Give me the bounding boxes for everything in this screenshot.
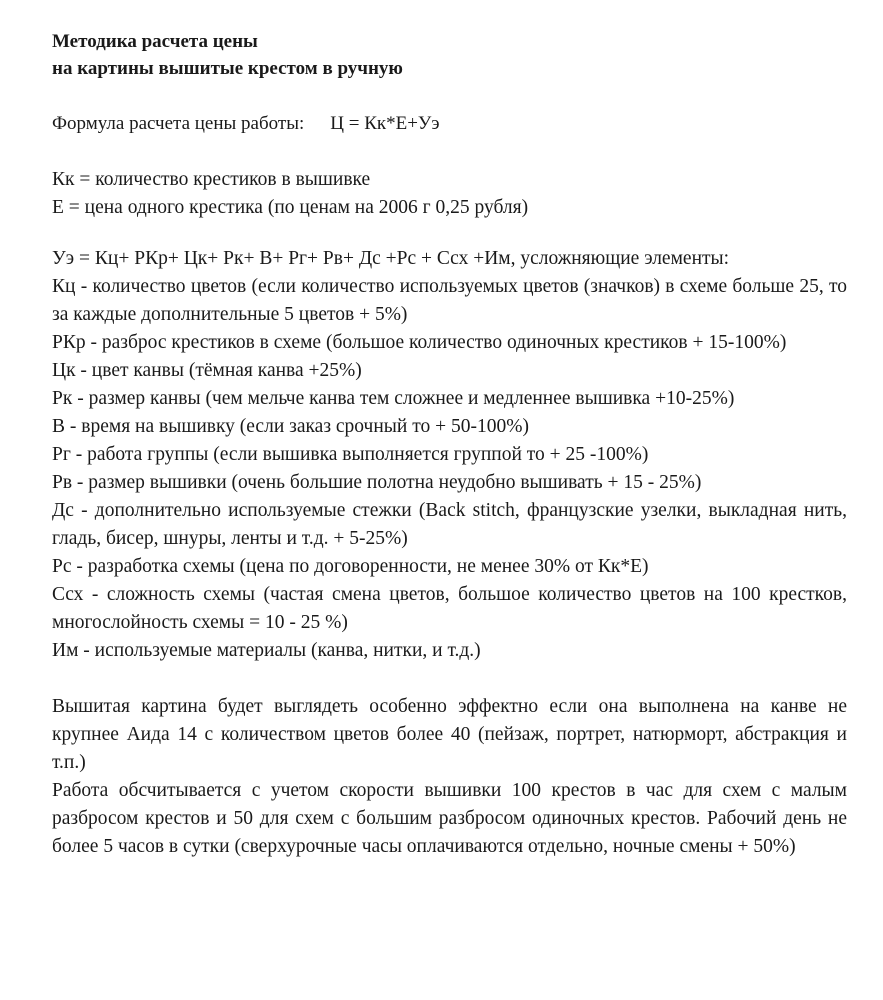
title-line-2: на картины вышитые крестом в ручную xyxy=(52,58,403,79)
price-formula xyxy=(52,110,847,138)
title-line-1: Методика расчета цены xyxy=(52,31,258,52)
definition-kk: Кк = количество крестиков в вышивке xyxy=(52,169,371,190)
note-effect: Вышитая картина будет выглядеть особенно эффектно если она выполнена на канве не крупнее Аида 14 с количеством цветов более 40 (пейзаж, портрет, натюрморт, абстракция и т.п.) xyxy=(52,696,847,773)
formula-label: Формула расчета цены работы: xyxy=(52,113,305,134)
formula-expression: Ц = Кк*Е+Уэ xyxy=(330,113,440,134)
notes xyxy=(52,693,847,861)
element-rg: Рг - работа группы (если вышивка выполняется группой то + 25 -100%) xyxy=(52,444,649,465)
element-kc: Кц - количество цветов (если количество используемых цветов (значков) в схеме больше 25, то за каждые дополнительные 5 цветов + 5%) xyxy=(52,276,847,325)
note-speed: Работа обсчитывается с учетом скорости вышивки 100 крестов в час для схем с малым разбросом крестов и 50 для схем с большим разбросом одиночных крестов. Рабочий день не более 5 часов в сутки (сверхурочные часы оплачиваются отдельно, ночные смены + 50%) xyxy=(52,780,847,857)
element-ds: Дс - дополнительно используемые стежки (Back stitch, французские узелки, выкладная нить, гладь, бисер, шнуры, ленты и т.д. + 5-25%) xyxy=(52,500,847,549)
complicating-elements xyxy=(52,245,847,665)
element-ck: Цк - цвет канвы (тёмная канва +25%) xyxy=(52,360,362,381)
ue-formula: Уэ = Кц+ РКр+ Цк+ Рк+ В+ Рг+ Рв+ Дс +Рс + Ссх +Им, усложняющие элементы: xyxy=(52,248,730,269)
element-im: Им - используемые материалы (канва, нитки, и т.д.) xyxy=(52,640,481,661)
definition-e: Е = цена одного крестика (по ценам на 2006 г 0,25 рубля) xyxy=(52,196,529,218)
element-ssh: Ссх - сложность схемы (частая смена цветов, большое количество цветов на 100 крестков, многослойность схемы = 10 - 25 %) xyxy=(52,584,847,633)
element-v: В - время на вышивку (если заказ срочный то + 50-100%) xyxy=(52,416,529,437)
element-rk: Рк - размер канвы (чем мельче канва тем сложнее и медленнее вышивка +10-25%) xyxy=(52,388,735,409)
element-rs: Рс - разработка схемы (цена по договоренности, не менее 30% от Кк*Е) xyxy=(52,556,649,577)
element-rkr: РКр - разброс крестиков в схеме (большое количество одиночных крестиков + 15-100%) xyxy=(52,332,787,353)
document-page xyxy=(52,28,847,861)
definitions xyxy=(52,166,847,221)
element-rv: Рв - размер вышивки (очень большие полотна неудобно вышивать + 15 - 25%) xyxy=(52,472,702,493)
document-title xyxy=(52,28,847,82)
